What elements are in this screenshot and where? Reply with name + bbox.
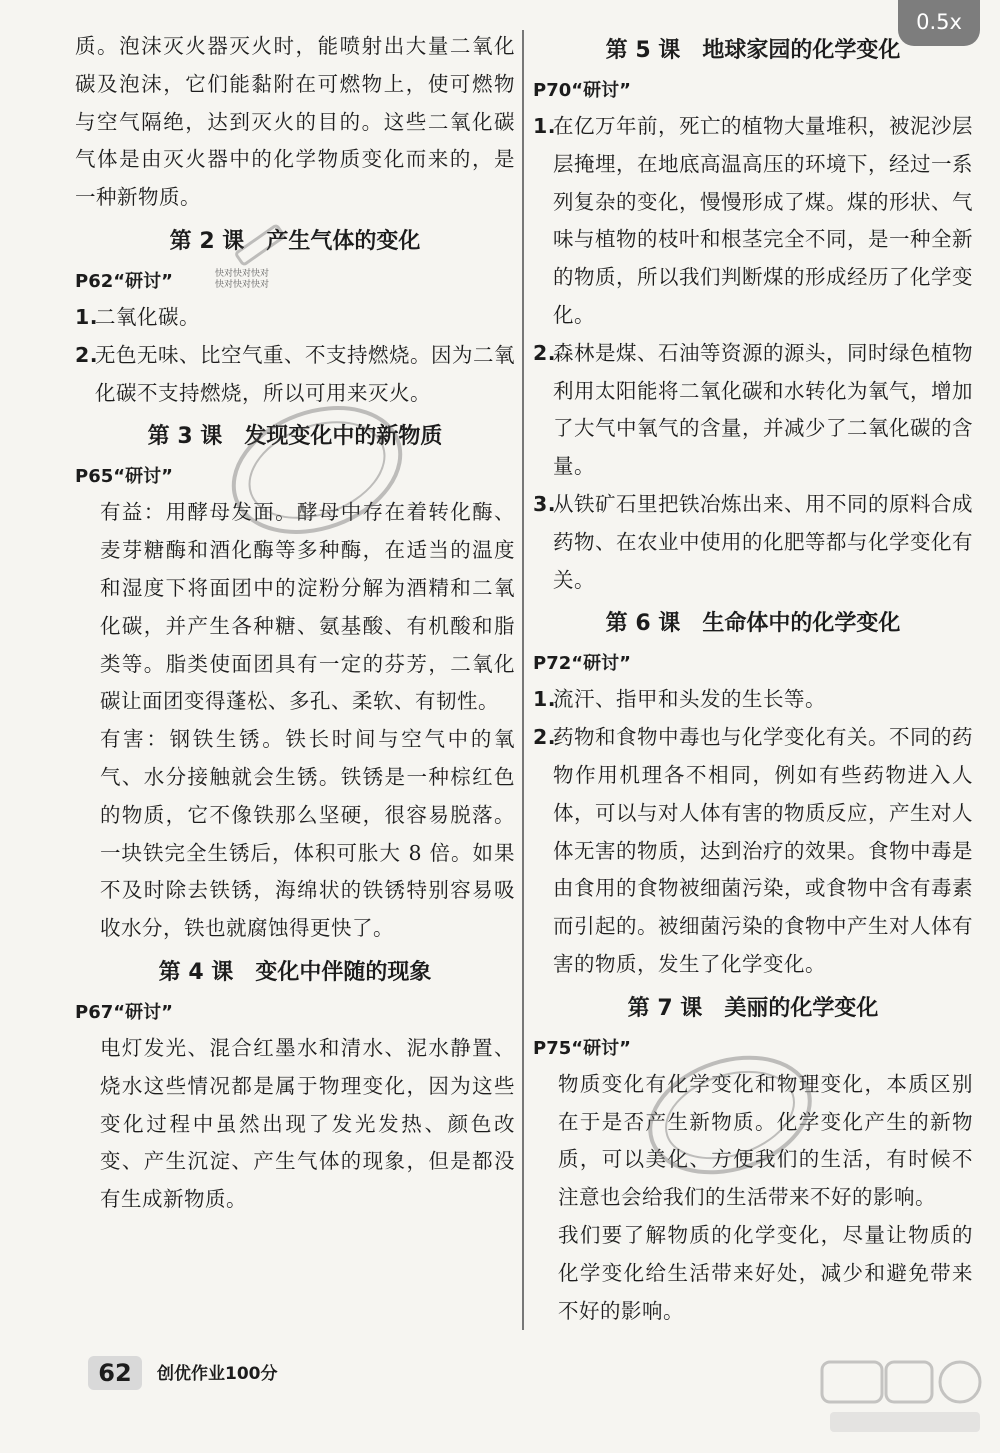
lesson-number: 第 2 课 xyxy=(169,228,245,254)
item-number: 2. xyxy=(75,342,99,367)
lesson-title: 变化中伴随的现象 xyxy=(255,959,432,985)
lesson-2-subheading: P62“研讨” xyxy=(75,270,173,292)
lesson-5-item-3 xyxy=(533,486,973,599)
lesson-6-subheading: P72“研讨” xyxy=(533,653,631,675)
lesson-7-paragraph-1: 物质变化有化学变化和物理变化，本质区别在于是否产生新物质。化学变化产生的新物质，可以美化、方便我们的生活，有时候不注意也会给我们的生活带来不好的影响。 xyxy=(558,1071,973,1210)
answer-circle-watermark-icon xyxy=(820,1360,990,1440)
item-text: 无色无味、比空气重、不支持燃烧。因为二氧化碳不支持燃烧，所以可用来灭火。 xyxy=(95,342,515,405)
item-text: 药物和食物中毒也与化学变化有关。不同的药物作用机理各不相同，例如有些药物进入人体，可以与对人体有害的物质反应，产生对人体无害的物质，达到治疗的效果。食物中毒是由食用的食物被细菌污染，或食物中含有毒素而引起的。被细菌污染的食物中产生对人体有害的物质，发生了化学变化。 xyxy=(553,725,973,976)
lesson-4-subheading: P67“研讨” xyxy=(75,1001,173,1023)
lesson-7-subheading: P75“研讨” xyxy=(533,1037,631,1059)
lesson-5-item-2 xyxy=(533,335,973,486)
item-number: 1. xyxy=(533,114,557,138)
lesson-title: 美丽的化学变化 xyxy=(724,995,879,1021)
lesson-5-subheading: P70“研讨” xyxy=(533,80,631,101)
kuaidui-stamp-icon xyxy=(222,395,412,545)
lesson-title: 发现变化中的新物质 xyxy=(244,424,443,450)
column-divider xyxy=(522,30,524,1330)
tiny-stamp-text-2: 快对快对快对 xyxy=(215,279,270,290)
kuaidui-stamp-icon-2 xyxy=(640,1045,820,1185)
item-number: 1. xyxy=(75,304,99,329)
lesson-7-paragraph-2: 我们要了解物质的化学变化，尽量让物质的化学变化给生活带来好处，减少和避免带来不好的影响。 xyxy=(558,1222,973,1323)
item-text: 二氧化碳。 xyxy=(95,304,200,329)
lesson-7-heading xyxy=(533,986,973,1032)
tiny-stamp-text-1: 快对快对快对 xyxy=(215,268,270,279)
lesson-3-subheading: P65“研讨” xyxy=(75,466,173,488)
lesson-2-heading xyxy=(75,219,515,265)
intro-paragraph: 质。泡沫灭火器灭火时，能喷射出大量二氧化碳及泡沫，它们能黏附在可燃物上，使可燃物与空气隔绝，达到灭火的目的。这些二氧化碳气体是由灭火器中的化学物质变化而来的，是一种新物质。 xyxy=(75,34,515,210)
item-number: 3. xyxy=(533,491,557,516)
lesson-5-heading xyxy=(533,28,973,74)
lesson-3-paragraph-1: 有益：用酵母发面。酵母中存在着转化酶、麦芽糖酶和酒化酶等多种酶，在适当的温度和湿度下将面团中的淀粉分解为酒精和二氧化碳，并产生各种糖、氨基酸、有机酸和脂类等。脂类使面团具有一定的芬芳，二氧化碳让面团变得蓬松、多孔、柔软、有韧性。 xyxy=(100,500,515,714)
lesson-3-paragraph-2: 有害：钢铁生锈。铁长时间与空气中的氧气、水分接触就会生锈。铁锈是一种棕红色的物质，它不像铁那么坚硬，很容易脱落。一块铁完全生锈后，体积可胀大 8 倍。如果不及时除去铁锈，海绵状的铁锈特别容易吸收水分，铁也就腐蚀得更快了。 xyxy=(100,727,515,941)
item-number: 2. xyxy=(533,340,557,365)
item-text: 流汗、指甲和头发的生长等。 xyxy=(553,687,826,712)
lesson-5-item-1 xyxy=(533,108,973,335)
lesson-4-paragraph-1: 电灯发光、混合红墨水和清水、泥水静置、烧水这些情况都是属于物理变化，因为这些变化过程中虽然出现了发光发热、颜色改变、产生沉淀、产生气体的现象，但是都没有生成新物质。 xyxy=(100,1035,515,1212)
lesson-6-item-1 xyxy=(533,681,973,719)
pencil-doodle-icon xyxy=(225,210,295,280)
lesson-number: 第 5 课 xyxy=(605,38,681,63)
zoom-badge[interactable]: 0.5x xyxy=(898,0,980,46)
item-text: 森林是煤、石油等资源的源头，同时绿色植物利用太阳能将二氧化碳和水转化为氧气，增加了大气中氧气的含量，并减少了二氧化碳的含量。 xyxy=(553,340,973,479)
left-column xyxy=(75,28,515,1219)
item-text: 在亿万年前，死亡的植物大量堆积，被泥沙层层掩埋，在地底高温高压的环境下，经过一系列复杂的变化，慢慢形成了煤。煤的形状、气味与植物的枝叶和根茎完全不同，是一种全新的物质，所以我们判断煤的形成经历了化学变化。 xyxy=(553,114,973,327)
lesson-4-heading xyxy=(75,950,515,996)
page-number: 62 xyxy=(88,1356,142,1390)
lesson-title: 地球家园的化学变化 xyxy=(702,38,901,63)
book-brand: 创优作业100分 xyxy=(157,1364,278,1384)
lesson-number: 第 3 课 xyxy=(147,424,223,450)
lesson-6-item-2 xyxy=(533,719,973,984)
item-number: 1. xyxy=(533,687,557,712)
lesson-number: 第 7 课 xyxy=(627,995,703,1021)
lesson-title: 产生气体的变化 xyxy=(266,228,421,254)
lesson-number: 第 4 课 xyxy=(158,959,234,985)
item-number: 2. xyxy=(533,725,557,750)
lesson-number: 第 6 课 xyxy=(605,611,681,637)
item-text: 从铁矿石里把铁冶炼出来、用不同的原料合成药物、在农业中使用的化肥等都与化学变化有关。 xyxy=(553,491,973,592)
lesson-title: 生命体中的化学变化 xyxy=(702,611,901,637)
lesson-6-heading xyxy=(533,601,973,647)
lesson-2-item-1 xyxy=(75,299,515,337)
